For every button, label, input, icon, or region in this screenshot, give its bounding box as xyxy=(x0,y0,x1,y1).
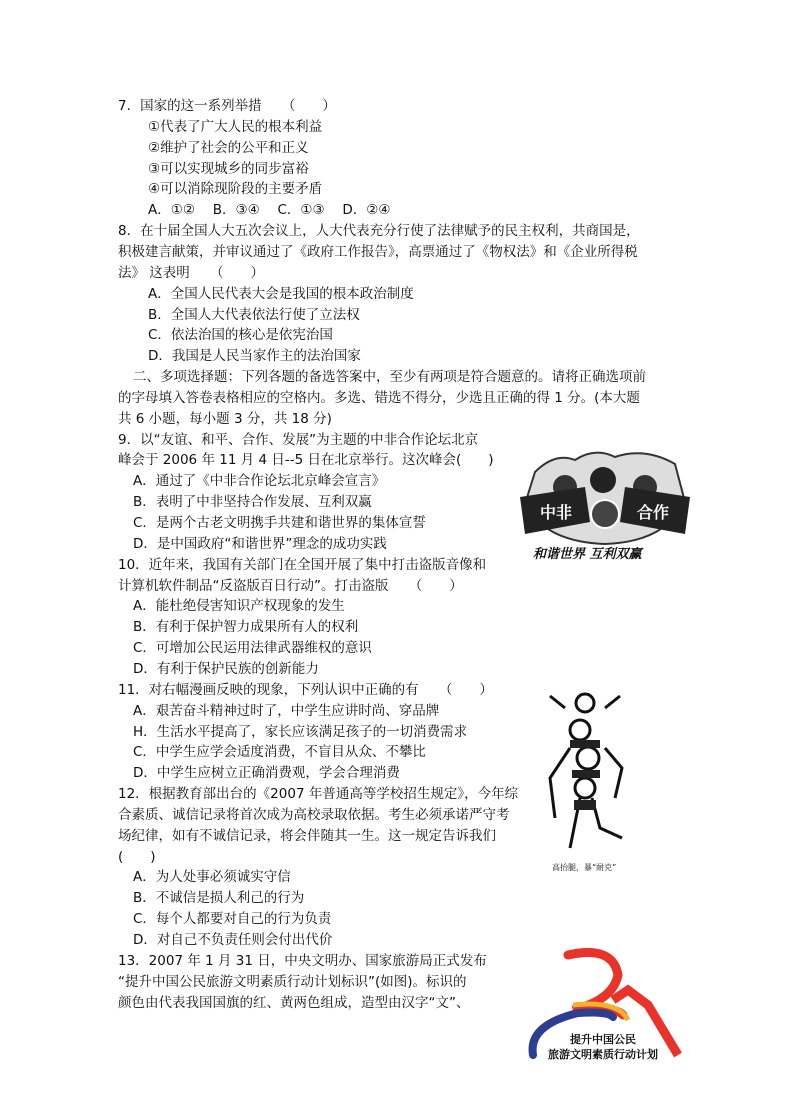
text-line: ②维护了社会的公平和正义 xyxy=(148,139,309,156)
text-line: 峰会于 2006 年 11 月 4 日--5 日在北京举行。这次峰会( ) xyxy=(118,452,494,469)
text-line: A．通过了《中非合作论坛北京峰会宣言》 xyxy=(133,473,386,490)
tourism-logo xyxy=(518,945,688,1070)
text-line: 二、多项选择题：下列各题的备选答案中，至少有两项是符合题意的。请将正确选项前 xyxy=(133,369,646,386)
text-line: 颜色由代表我国国旗的红、黄两色组成，造型由汉字“文”、 xyxy=(118,994,470,1011)
text-line: ③可以实现城乡的同步富裕 xyxy=(148,160,309,177)
text-line: C．中学生应学会适度消费，不盲目从众、不攀比 xyxy=(133,744,426,761)
text-line: C．每个人都要对自己的行为负责 xyxy=(133,911,332,928)
text-line: 11．对右幅漫画反映的现象，下列认识中正确的有 （ ） xyxy=(118,681,493,698)
text-line: A．为人处事必须诚实守信 xyxy=(133,869,291,886)
text-line: 共 6 小题，每小题 3 分，共 18 分) xyxy=(118,410,332,427)
summit-caption: 和谐世界 互利双赢 xyxy=(533,547,642,562)
text-line: ①代表了广大人民的根本利益 xyxy=(148,118,323,135)
text-line: D．中学生应树立正确消费观，学会合理消费 xyxy=(133,765,400,782)
text-line: A．①② B．③④ C．①③ D．②④ xyxy=(148,202,391,219)
text-line: C．依法治国的核心是依宪治国 xyxy=(148,327,333,344)
text-line: 9．以“友谊、和平、合作、发展”为主题的中非合作论坛北京 xyxy=(118,431,479,448)
text-line: A．艰苦奋斗精神过时了，中学生应讲时尚、穿品牌 xyxy=(133,702,440,719)
text-line: 13．2007 年 1 月 31 日，中央文明办、国家旅游局正式发布 xyxy=(118,952,487,969)
text-line: 计算机软件制品“反盗版百日行动”。打击盗版 （ ） xyxy=(118,577,463,594)
text-line: C．是两个古老文明携手共建和谐世界的集体宣誓 xyxy=(133,515,426,531)
logo-line2: 旅游文明素质行动计划 xyxy=(548,1048,658,1061)
summit-right-word: 合作 xyxy=(637,503,670,522)
text-line: A．全国人民代表大会是我国的根本政治制度 xyxy=(148,285,414,302)
text-line: ④可以消除现阶段的主要矛盾 xyxy=(148,181,323,198)
text-line: D．有利于保护民族的创新能力 xyxy=(133,660,319,677)
text-line: 法》 这表明 （ ） xyxy=(118,264,265,281)
text-line: D．是中国政府“和谐世界”理念的成功实践 xyxy=(133,535,387,552)
text-line: D．对自己不负责任则会付出代价 xyxy=(133,932,333,948)
text-line: B．有利于保护智力成果所有人的权利 xyxy=(133,619,359,636)
summit-illustration xyxy=(515,442,693,562)
text-line: H．生活水平提高了，家长应该满足孩子的一切消费需求 xyxy=(133,723,468,740)
text-line: 合素质、诚信记录将首次成为高校录取依据。考生必须承诺严守考 xyxy=(118,806,510,823)
text-line: A．能杜绝侵害知识产权现象的发生 xyxy=(133,598,345,615)
summit-left-word: 中非 xyxy=(540,503,573,522)
text-line: B．不诚信是损人利己的行为 xyxy=(133,890,305,907)
text-line: B．全国人大代表依法行使了立法权 xyxy=(148,306,360,323)
text-line: 8．在十届全国人大五次会议上，人大代表充分行使了法律赋予的民主权利，共商国是， xyxy=(118,223,640,240)
text-line: ( ) xyxy=(118,848,156,865)
text-line: D．我国是人民当家作主的法治国家 xyxy=(148,348,361,365)
text-line: B．表明了中非坚持合作发展、互利双赢 xyxy=(133,494,372,511)
text-line: 12．根据教育部出台的《2007 年普通高等学校招生规定》，今年综 xyxy=(118,786,519,803)
cartoon-caption: 高抬腿，暴“耐克” xyxy=(552,863,617,872)
text-line: 积极建言献策，并审议通过了《政府工作报告》，高票通过了《物权法》和《企业所得税 xyxy=(118,243,638,260)
text-line: 7．国家的这一系列举措 （ ） xyxy=(118,98,336,114)
logo-line1: 提升中国公民 xyxy=(570,1033,636,1046)
cartoon-illustration xyxy=(540,688,630,853)
text-line: 场纪律，如有不诚信记录，将会伴随其一生。这一规定告诉我们 xyxy=(118,827,496,844)
text-line: “提升中国公民旅游文明素质行动计划标识”(如图)。标识的 xyxy=(118,973,467,990)
text-line: C．可增加公民运用法律武器维权的意识 xyxy=(133,640,372,657)
text-line: 10．近年来，我国有关部门在全国开展了集中打击盗版音像和 xyxy=(118,556,487,573)
text-line: 的字母填入答卷表格相应的空格内。多选、错选不得分，少选且正确的得 1 分。(本大题 xyxy=(118,389,640,406)
